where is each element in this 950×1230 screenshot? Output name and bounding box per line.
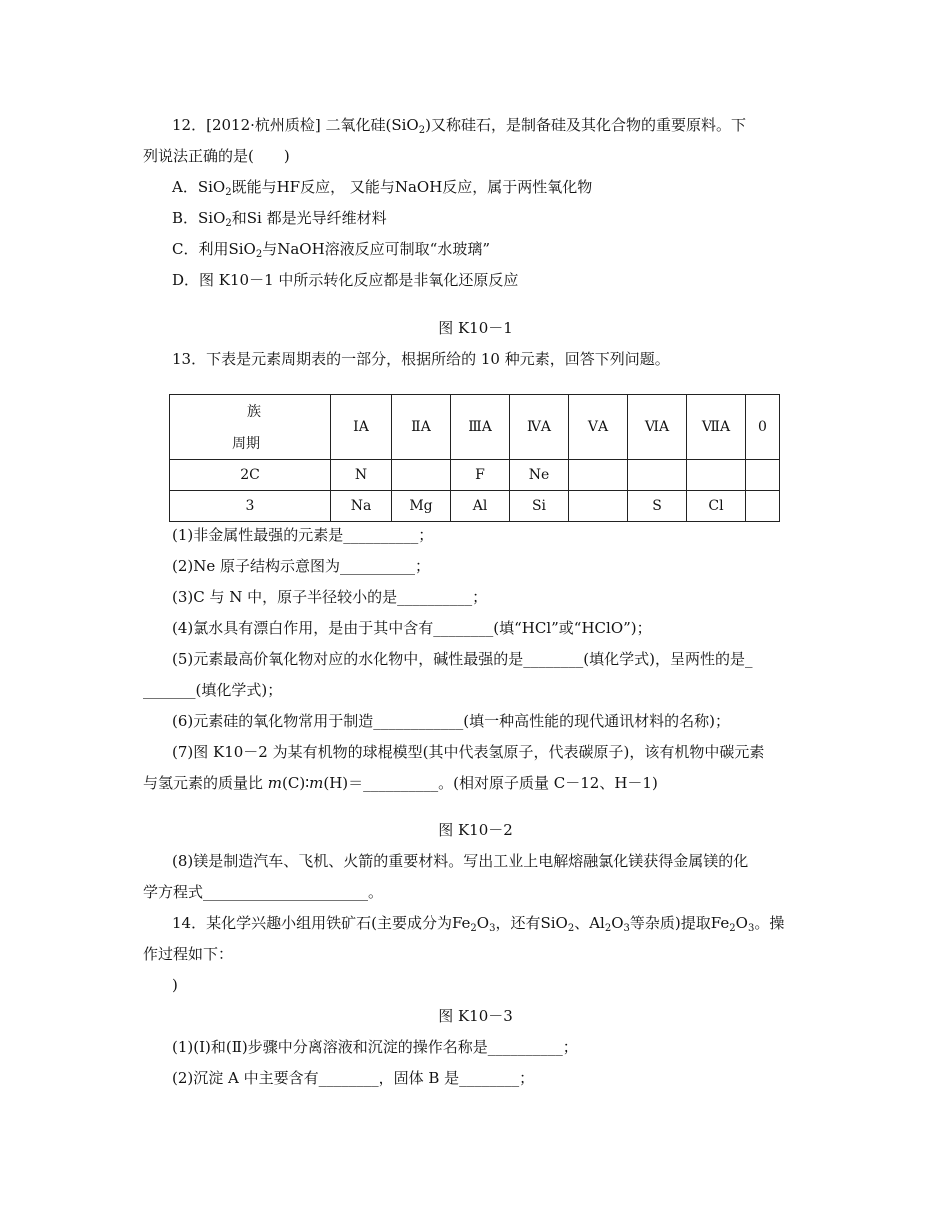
element-cell	[628, 460, 687, 491]
q13-part-8-line1: (8)镁是制造汽车、飞机、火箭的重要材料。写出工业上电解熔融氯化镁获得金属镁的化	[172, 852, 749, 870]
q13-part-5-line2: _______(填化学式)；	[143, 681, 283, 699]
q12-option-d: D．图 K10－1 中所示转化反应都是非氧化还原反应	[172, 271, 519, 289]
element-cell	[746, 491, 780, 522]
q13-part-4: (4)氯水具有漂白作用，是由于其中含有________(填“HCl”或“HClO”)；	[172, 619, 652, 637]
element-cell: Si	[510, 491, 569, 522]
q14-part-1: (1)(Ⅰ)和(Ⅱ)步骤中分离溶液和沉淀的操作名称是__________；	[172, 1038, 578, 1056]
corner-group-label: 族	[247, 404, 261, 420]
q12-stem-line2: 列说法正确的是( )	[143, 147, 290, 165]
group-header: ⅠA	[331, 395, 392, 460]
q12-figure-caption: 图 K10－1	[438, 319, 513, 337]
q14-part-2: (2)沉淀 A 中主要含有________，固体 B 是________；	[172, 1069, 535, 1087]
element-cell: S	[628, 491, 687, 522]
period-cell: 2C	[170, 460, 331, 491]
group-header: 0	[746, 395, 780, 460]
q13-part-7-line2: 与氢元素的质量比 m(C)∶m(H)＝__________。(相对原子质量 C－12、H－1)	[143, 774, 658, 792]
element-cell	[746, 460, 780, 491]
periodic-table-corner	[170, 395, 331, 460]
q12-option-a: A．SiO$_2$既能与HF反应， 又能与NaOH反应，属于两性氧化物	[172, 178, 593, 198]
element-cell: Cl	[687, 491, 746, 522]
periodic-table-header-row	[170, 395, 780, 460]
q13-part-1: (1)非金属性最强的元素是__________；	[172, 526, 434, 544]
element-cell: Ne	[510, 460, 569, 491]
q12-option-c: C．利用SiO$_2$与NaOH溶液反应可制取“水玻璃”	[172, 240, 491, 260]
element-cell	[687, 460, 746, 491]
q14-stem-line1: 14．某化学兴趣小组用铁矿石(主要成分为$Fe_2O_3$，还有SiO$_2$、$Al_2O_3$等杂质)提取$Fe_2O_3$。操	[172, 914, 785, 934]
element-cell: Na	[331, 491, 392, 522]
periodic-table	[169, 394, 780, 522]
q14-stray-paren: )	[172, 976, 178, 994]
q12-stem-line1: 12．[2012·杭州质检] 二氧化硅(SiO$_2$)又称硅石，是制备硅及其化合物的重要原料。下	[172, 116, 746, 136]
element-cell	[392, 460, 451, 491]
table-row	[170, 491, 780, 522]
q13-part-8-line2: 学方程式______________________。	[143, 883, 384, 901]
element-cell: Al	[451, 491, 510, 522]
q14-stem-line2: 作过程如下：	[143, 945, 234, 963]
q13-figure-caption: 图 K10－2	[438, 821, 513, 839]
q13-stem: 13．下表是元素周期表的一部分，根据所给的 10 种元素，回答下列问题。	[172, 350, 670, 368]
q13-part-3: (3)C 与 N 中，原子半径较小的是__________；	[172, 588, 488, 606]
q12-option-b: B．SiO$_2$和Si 都是光导纤维材料	[172, 209, 387, 229]
element-cell: N	[331, 460, 392, 491]
group-header: ⅤA	[569, 395, 628, 460]
table-row	[170, 460, 780, 491]
element-cell	[569, 460, 628, 491]
q13-part-7-line1: (7)图 K10－2 为某有机物的球棍模型(其中代表氢原子，代表碳原子)，该有机物中碳元素	[172, 743, 765, 761]
period-cell: 3	[170, 491, 331, 522]
q13-part-2: (2)Ne 原子结构示意图为__________；	[172, 557, 431, 575]
group-header: ⅦA	[687, 395, 746, 460]
q14-figure-caption: 图 K10－3	[438, 1007, 513, 1025]
group-header: ⅡA	[392, 395, 451, 460]
element-cell	[569, 491, 628, 522]
element-cell: F	[451, 460, 510, 491]
q13-part-6: (6)元素硅的氧化物常用于制造____________(填一种高性能的现代通讯材料的名称)；	[172, 712, 730, 730]
group-header: ⅢA	[451, 395, 510, 460]
q13-part-5-line1: (5)元素最高价氧化物对应的水化物中，碱性最强的是________(填化学式)，呈两性的是_	[172, 650, 753, 668]
group-header: ⅥA	[628, 395, 687, 460]
group-header: ⅣA	[510, 395, 569, 460]
element-cell: Mg	[392, 491, 451, 522]
corner-period-label: 周期	[232, 436, 260, 452]
